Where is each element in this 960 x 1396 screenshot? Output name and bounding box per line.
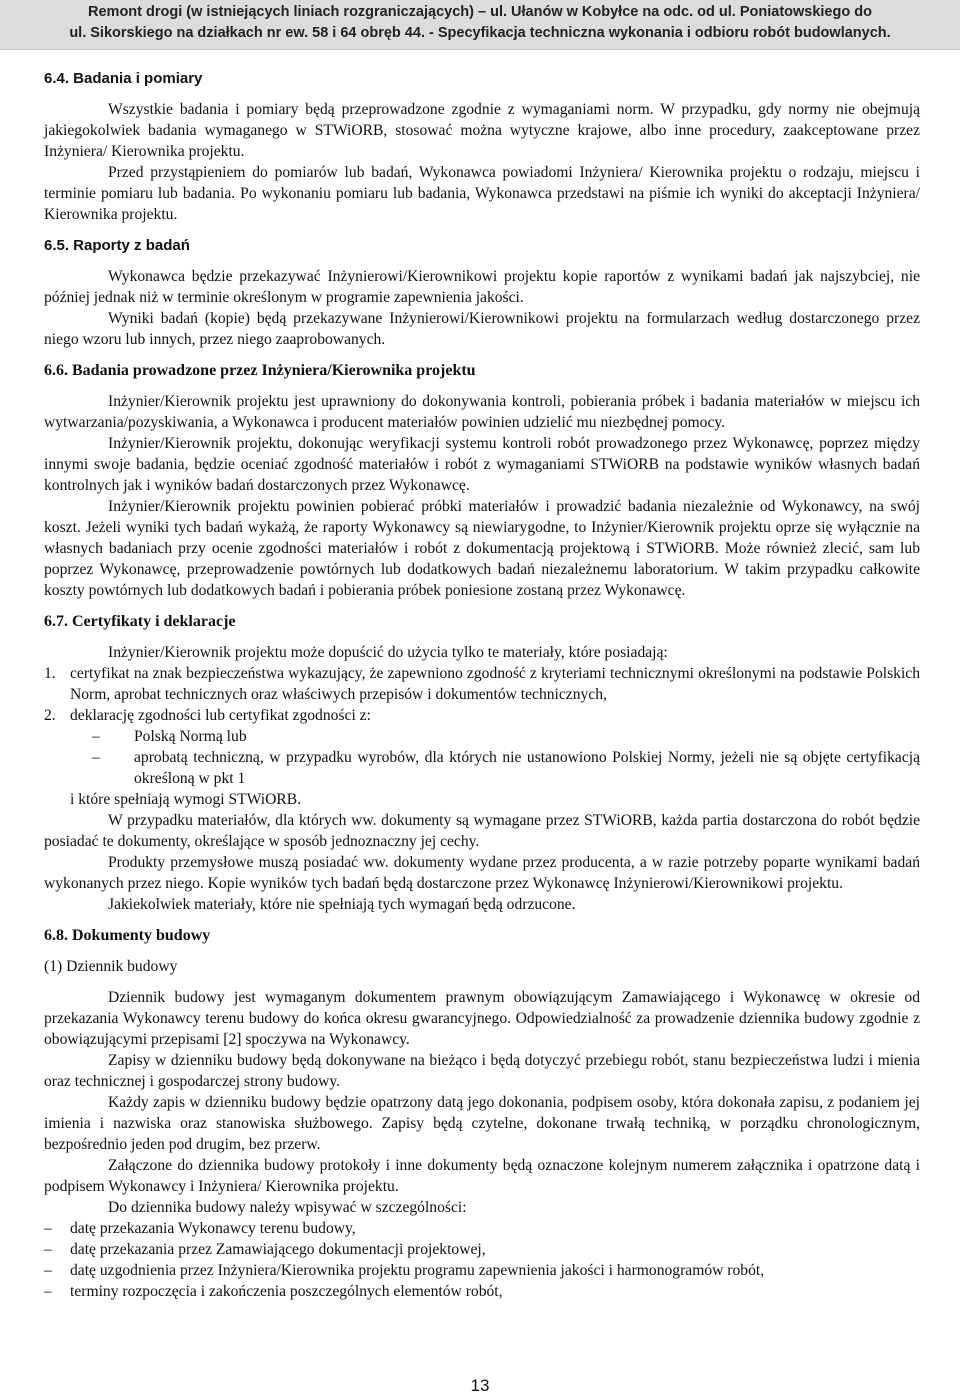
list-item-text: datę przekazania przez Zamawiającego dokumentacji projektowej, (70, 1241, 486, 1258)
dash-bullet: – (92, 728, 100, 745)
list-item (44, 1239, 920, 1260)
list-item (44, 663, 920, 705)
sub-list-item (44, 726, 920, 747)
list-item-text: datę uzgodnienia przez Inżyniera/Kierownika projektu programu zapewnienia jakości i harmonogramów robót, (70, 1262, 765, 1279)
sub-list-item-text: aprobatą techniczną, w przypadku wyrobów, dla których nie ustanowiono Polskiej Normy, jeżeli nie są objęte certyfikacją określoną w pkt 1 (134, 749, 920, 787)
header-line-1: Remont drogi (w istniejących liniach rozgraniczających) – ul. Ułanów w Kobyłce na odc. od ul. Poniatowskiego do (88, 4, 872, 20)
section-6-4-paragraph-2: Przed przystąpieniem do pomiarów lub badań, Wykonawca powiadomi Inżyniera/ Kierownika projektu o rodzaju, miejscu i terminie pomiaru lub badania. Po wykonaniu pomiaru lub badania, Wykonawca przedstawi na piśmie ich wyniki do akceptacji Inżyniera/ Kierownika projektu. (44, 164, 920, 223)
list-item-text: datę przekazania Wykonawcy terenu budowy, (70, 1220, 356, 1237)
dash-bullet: – (92, 749, 100, 766)
list-item-text: terminy rozpoczęcia i zakończenia poszczególnych elementów robót, (70, 1283, 503, 1300)
section-6-8-heading: 6.8. Dokumenty budowy (44, 927, 211, 944)
section-6-5-paragraph-1: Wykonawca będzie przekazywać Inżynierowi/Kierownikowi projektu kopie raportów z wynikami badań jak najszybciej, nie później jednak niż w terminie określonym w programie zapewnienia jakości. (44, 268, 920, 306)
section-6-8-paragraph-3: Każdy zapis w dzienniku budowy będzie opatrzony datą jego dokonania, podpisem osoby, która dokonała zapisu, z podaniem jej imienia i nazwiska oraz stanowiska służbowego. Zapisy będą czytelne, dokonane trwałą techniką, w porządku chronologicznym, bezpośrednio jeden pod drugim, bez przerw. (44, 1094, 920, 1153)
section-6-7-paragraph-3: Produkty przemysłowe muszą posiadać ww. dokumenty wydane przez producenta, a w razie potrzeby poparte wynikami badań wykonanych przez niego. Kopie wyników tych badań będą dostarczone przez Wykonawcę Inżynierowi/Kierownikowi projektu. (44, 854, 920, 892)
section-6-8-paragraph-1: Dziennik budowy jest wymaganym dokumentem prawnym obowiązującym Zamawiającego i Wykonawcę w okresie od przekazania Wykonawcy terenu budowy do końca okresu gwarancyjnego. Odpowiedzialność za prowadzenie dziennika budowy zgodnie z obowiązującymi przepisami [2] spoczywa na Wykonawcy. (44, 989, 920, 1048)
document-body (44, 68, 920, 1302)
subsection-heading: (1) Dziennik budowy (44, 958, 178, 975)
section-6-8-paragraph-2: Zapisy w dzienniku budowy będą dokonywane na bieżąco i będą dotyczyć przebiegu robót, stanu bezpieczeństwa ludzi i mienia oraz technicznej i gospodarczej strony budowy. (44, 1052, 920, 1090)
list-item (44, 1218, 920, 1239)
section-6-6-paragraph-1: Inżynier/Kierownik projektu jest uprawniony do dokonywania kontroli, pobierania próbek i badania materiałów w miejscu ich wytwarzania/pozyskiwania, a Wykonawca i producent materiałów powinien udzielić mu niezbędnej pomocy. (44, 393, 920, 431)
page-number: 13 (470, 1376, 490, 1395)
sub-list-item (44, 747, 920, 789)
section-6-6-paragraph-3: Inżynier/Kierownik projektu powinien pobierać próbki materiałów i prowadzić badania niezależnie od Wykonawcy, na swój koszt. Jeżeli wyniki tych badań wykażą, że raporty Wykonawcy są niewiarygodne, to Inżynier/Kierownik projektu oprze się wyłącznie na własnych badaniach przy ocenie zgodności materiałów i robót z dokumentacją projektową i STWiORB. Może również zlecić, sam lub poprzez Wykonawcę, przeprowadzenie powtórnych lub dodatkowych badań niezależnemu laboratorium. W takim przypadku całkowite koszty powtórnych lub dodatkowych badań i pobierania próbek poniesione zostaną przez Wykonawcę. (44, 498, 920, 599)
section-6-7-paragraph-4: Jakiekolwiek materiały, które nie spełniają tych wymagań będą odrzucone. (108, 896, 576, 913)
section-6-4-paragraph-1: Wszystkie badania i pomiary będą przeprowadzone zgodnie z wymaganiami norm. W przypadku, gdy normy nie obejmują jakiegokolwiek badania wymaganego w STWiORB, stosować można wytyczne krajowe, albo inne procedury, zaakceptowane przez Inżyniera/ Kierownika projektu. (44, 101, 920, 160)
dash-bullet: – (44, 1220, 52, 1237)
sub-list-item-text: Polską Normą lub (134, 728, 247, 745)
section-6-8-paragraph-4: Załączone do dziennika budowy protokoły i inne dokumenty będą oznaczone kolejnym numerem załącznika i opatrzone datą i podpisem Wykonawcy i Inżyniera/ Kierownika projektu. (44, 1157, 920, 1195)
list-closing-text: i które spełniają wymogi STWiORB. (70, 791, 302, 808)
section-6-8-paragraph-5: Do dziennika budowy należy wpisywać w szczególności: (108, 1199, 467, 1216)
dash-bullet: – (44, 1283, 52, 1300)
section-6-7-heading: 6.7. Certyfikaty i deklaracje (44, 613, 236, 630)
section-6-6-paragraph-2: Inżynier/Kierownik projektu, dokonując weryfikacji systemu kontroli robót prowadzonego przez Wykonawcę, poprzez między innymi swoje badania, będzie oceniać zgodność materiałów i robót z wymaganiami STWiORB na podstawie wyników własnych badań kontrolnych jak i wyników badań dostarczonych przez Wykonawcę. (44, 435, 920, 494)
section-6-7-intro: Inżynier/Kierownik projektu może dopuścić do użycia tylko te materiały, które posiadają: (108, 644, 668, 661)
list-item-text: deklarację zgodności lub certyfikat zgodności z: (70, 707, 371, 724)
list-item (44, 1281, 920, 1302)
list-item-text: certyfikat na znak bezpieczeństwa wykazujący, że zapewniono zgodność z kryteriami technicznymi określonymi na podstawie Polskich Norm, aprobat technicznych oraz właściwych przepisów i dokumentów technicznych, (70, 665, 920, 703)
section-6-6-heading: 6.6. Badania prowadzone przez Inżyniera/Kierownika projektu (44, 362, 476, 379)
list-item (44, 1260, 920, 1281)
dash-bullet: – (44, 1241, 52, 1258)
section-6-4-heading: 6.4. Badania i pomiary (44, 70, 203, 87)
section-6-7-paragraph-2: W przypadku materiałów, dla których ww. dokumenty są wymagane przez STWiORB, każda partia dostarczona do robót będzie posiadać te dokumenty, określające w sposób jednoznaczny jej cechy. (44, 812, 920, 850)
document-running-header (0, 0, 960, 50)
section-6-5-heading: 6.5. Raporty z badań (44, 237, 190, 254)
header-line-2: ul. Sikorskiego na działkach nr ew. 58 i 64 obręb 44. - Specyfikacja techniczna wykonania i odbioru robót budowlanych. (69, 25, 891, 41)
list-item (44, 705, 920, 726)
section-6-5-paragraph-2: Wyniki badań (kopie) będą przekazywane Inżynierowi/Kierownikowi projektu na formularzach według dostarczonego przez niego wzoru lub innych, przez niego zaaprobowanych. (44, 310, 920, 348)
dash-bullet: – (44, 1262, 52, 1279)
list-number: 2. (44, 707, 56, 724)
list-number: 1. (44, 665, 56, 682)
